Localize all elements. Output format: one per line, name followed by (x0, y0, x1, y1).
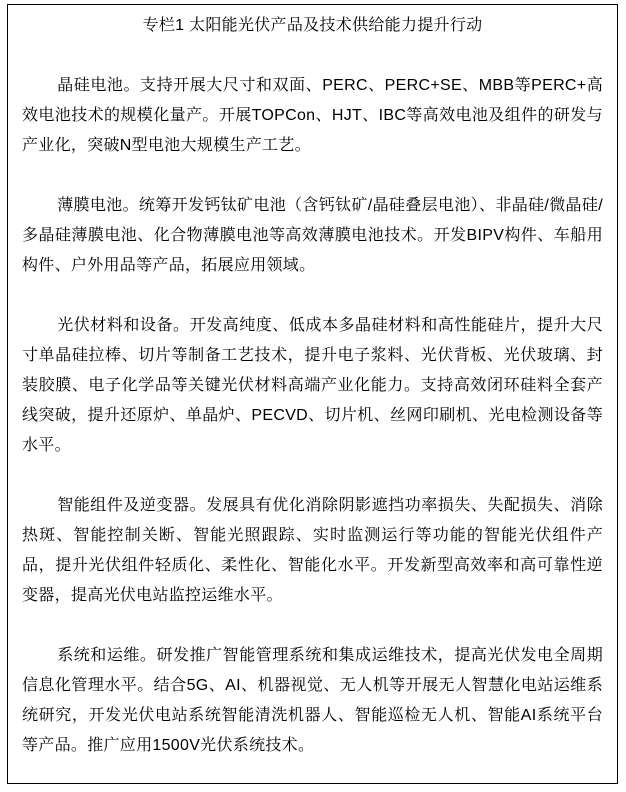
paragraph-systems-operations: 系统和运维。研发推广智能管理系统和集成运维技术，提高光伏发电全周期信息化管理水平。结合5G、AI、机器视觉、无人机等开展无人智慧化电站运维系统研究，开发光伏电站系统智能清洗机器人、智能巡检无人机、智能AI系统平台等产品。推广应用1500V光伏系统技术。 (22, 647, 603, 754)
column-title: 专栏1 太阳能光伏产品及技术供给能力提升行动 (142, 17, 483, 34)
paragraph-smart-modules-inverters: 智能组件及逆变器。发展具有优化消除阴影遮挡功率损失、失配损失、消除热斑、智能控制关断、智能光照跟踪、实时监测运行等功能的智能光伏组件产品，提升光伏组件轻质化、柔性化、智能化水平。开发新型高效率和高可靠性逆变器，提高光伏电站监控运维水平。 (22, 497, 603, 604)
paragraph-thin-film-cells: 薄膜电池。统筹开发钙钛矿电池（含钙钛矿/晶硅叠层电池）、非晶硅/微晶硅/多晶硅薄膜电池、化合物薄膜电池等高效薄膜电池技术。开发BIPV构件、车船用构件、户外用品等产品，拓展应用领域。 (22, 197, 603, 274)
column-box (7, 4, 618, 784)
paragraph-pv-materials-equipment: 光伏材料和设备。开发高纯度、低成本多晶硅材料和高性能硅片，提升大尺寸单晶硅拉棒、切片等制备工艺技术，提升电子浆料、光伏背板、光伏玻璃、封装胶膜、电子化学品等关键光伏材料高端产业化能力。支持高效闭环硅料全套产线突破，提升还原炉、单晶炉、PECVD、切片机、丝网印刷机、光电检测设备等水平。 (22, 317, 603, 454)
paragraph-crystalline-silicon-cells: 晶硅电池。支持开展大尺寸和双面、PERC、PERC+SE、MBB等PERC+高效电池技术的规模化量产。开展TOPCon、HJT、IBC等高效电池及组件的研发与产业化，突破N型电池大规模生产工艺。 (22, 77, 603, 154)
